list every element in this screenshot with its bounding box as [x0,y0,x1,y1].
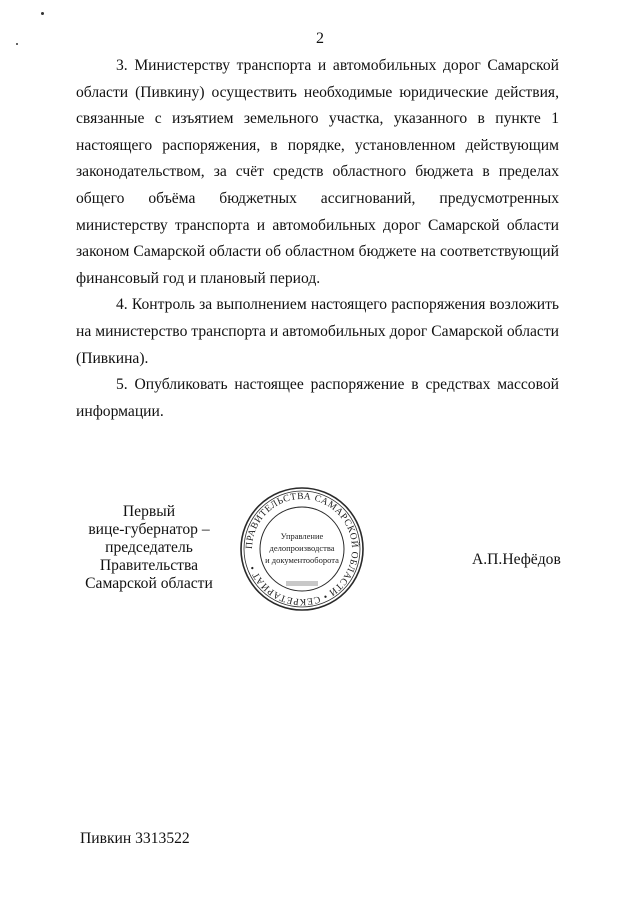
signer-name: А.П.Нефёдов [472,551,561,568]
executor-note: Пивкин 3313522 [80,830,190,847]
seal-center-line: и документооборота [265,555,339,565]
seal-center-line: делопроизводства [269,543,335,553]
official-seal-stamp [238,485,366,613]
seal-smudge [286,581,318,586]
paragraph-4: 4. Контроль за выполнением настоящего распоряжения возложить на министерство транспорта и автомобильных дорог Самарской области (Пивкина). [76,296,559,367]
signatory-title-line: Первый [122,503,176,520]
signatory-title-line: вице-губернатор – [88,521,210,538]
seal-center-line: Управление [280,531,324,541]
signatory-title-line: председатель Правительства [99,539,199,574]
scan-speck [41,12,44,15]
seal-ring-text: ПРАВИТЕЛЬСТВА САМАРСКОЙ ОБЛАСТИ • СЕКРЕТАРИАТ • [243,490,361,608]
signatory-title-line: Самарской области [85,575,213,592]
page-number: 2 [316,30,324,47]
document-body [76,53,559,425]
signatory-title [60,503,238,593]
paragraph-5: 5. Опубликовать настоящее распоряжение в средствах массовой информации. [76,376,559,420]
paragraph-3: 3. Министерству транспорта и автомобильных дорог Самарской области (Пивкину) осуществить необходимые юридические действия, связанные с изъятием земельного участка, указанного в пункте 1 настоящего распоряжения, в порядке, установленном действующим законодательством, за счёт средств областного бюджета в пределах общего объёма бюджетных ассигнований, предусмотренных министерству транспорта и автомобильных дорог Самарской области законом Самарской области об областном бюджете на соответствующий финансовый год и плановый период. [76,57,559,287]
